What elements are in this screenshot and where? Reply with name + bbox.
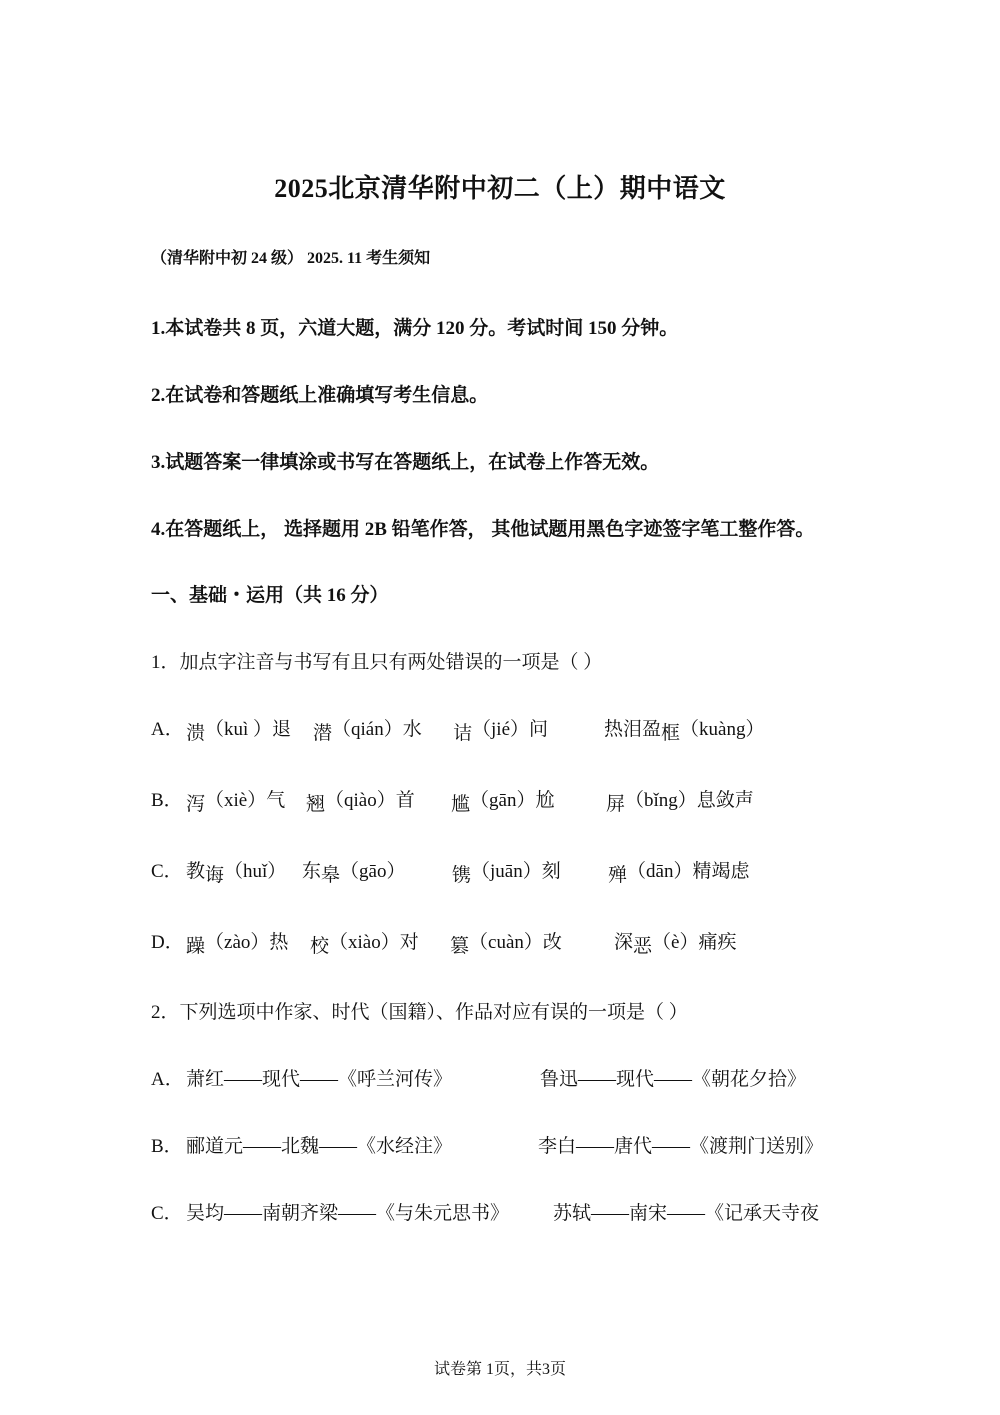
notice-2: 2.在试卷和答题纸上准确填写考生信息。 xyxy=(151,385,489,406)
option-item: 翘（qiào）首 xyxy=(306,790,415,815)
option-label: A． xyxy=(151,1069,184,1090)
exam-title: 2025北京清华附中初二（上）期中语文 xyxy=(274,174,726,203)
option-label: D． xyxy=(151,932,184,953)
option-item: 校（xiào）对 xyxy=(310,932,419,957)
option-item: 溃（kuì ）退 xyxy=(186,719,292,744)
option-item: 尴（gān）尬 xyxy=(451,790,555,815)
option-item: 热泪盈框（kuàng） xyxy=(604,719,765,744)
option-item: 东皋（gāo） xyxy=(302,861,406,886)
option-label: A． xyxy=(151,719,184,740)
notice-4: 4.在答题纸上， 选择题用 2B 铅笔作答， 其他试题用黑色字迹签字笔工整作答。 xyxy=(151,519,815,540)
option-item: 教诲（huǐ） xyxy=(186,861,287,886)
option-item: 屏（bǐng）息敛声 xyxy=(606,790,754,815)
option-label: C． xyxy=(151,861,183,882)
option-item: 诘（jié）问 xyxy=(453,719,549,744)
exam-subtitle: （清华附中初 24 级） 2025. 11 考生须知 xyxy=(151,250,431,267)
notice-1: 1.本试卷共 8 页，六道大题，满分 120 分。考试时间 150 分钟。 xyxy=(151,318,679,339)
option-item: 镌（juān）刻 xyxy=(452,861,561,886)
option-label: C． xyxy=(151,1203,183,1224)
option-right: 李白——唐代——《渡荆门送别》 xyxy=(538,1136,824,1157)
option-label: B． xyxy=(151,1136,183,1157)
page-footer: 试卷第 1页，共3页 xyxy=(433,1361,566,1378)
section-heading: 一、基础・运用（共 16 分） xyxy=(151,585,389,606)
option-left: 萧红——现代——《呼兰河传》 xyxy=(186,1069,453,1090)
option-item: 躁（zào）热 xyxy=(186,932,289,957)
option-label: B． xyxy=(151,790,183,811)
option-item: 深恶（è）痛疾 xyxy=(614,932,737,957)
option-item: 潜（qián）水 xyxy=(313,719,422,744)
option-item: 篡（cuàn）改 xyxy=(450,932,562,957)
option-right: 鲁迅——现代——《朝花夕拾》 xyxy=(540,1069,807,1090)
option-item: 泻（xiè）气 xyxy=(186,790,286,815)
option-right: 苏轼——南宋——《记承天寺夜 xyxy=(553,1203,820,1224)
option-item: 殚（dān）精竭虑 xyxy=(608,861,750,886)
option-left: 吴均——南朝齐梁——《与朱元思书》 xyxy=(186,1203,510,1224)
question-1-stem: 1．加点字注音与书写有且只有两处错误的一项是（ ） xyxy=(151,652,603,673)
question-2-stem: 2．下列选项中作家、时代（国籍）、作品对应有误的一项是（ ） xyxy=(151,1002,688,1023)
notice-3: 3.试题答案一律填涂或书写在答题纸上，在试卷上作答无效。 xyxy=(151,452,660,473)
option-left: 郦道元——北魏——《水经注》 xyxy=(186,1136,453,1157)
